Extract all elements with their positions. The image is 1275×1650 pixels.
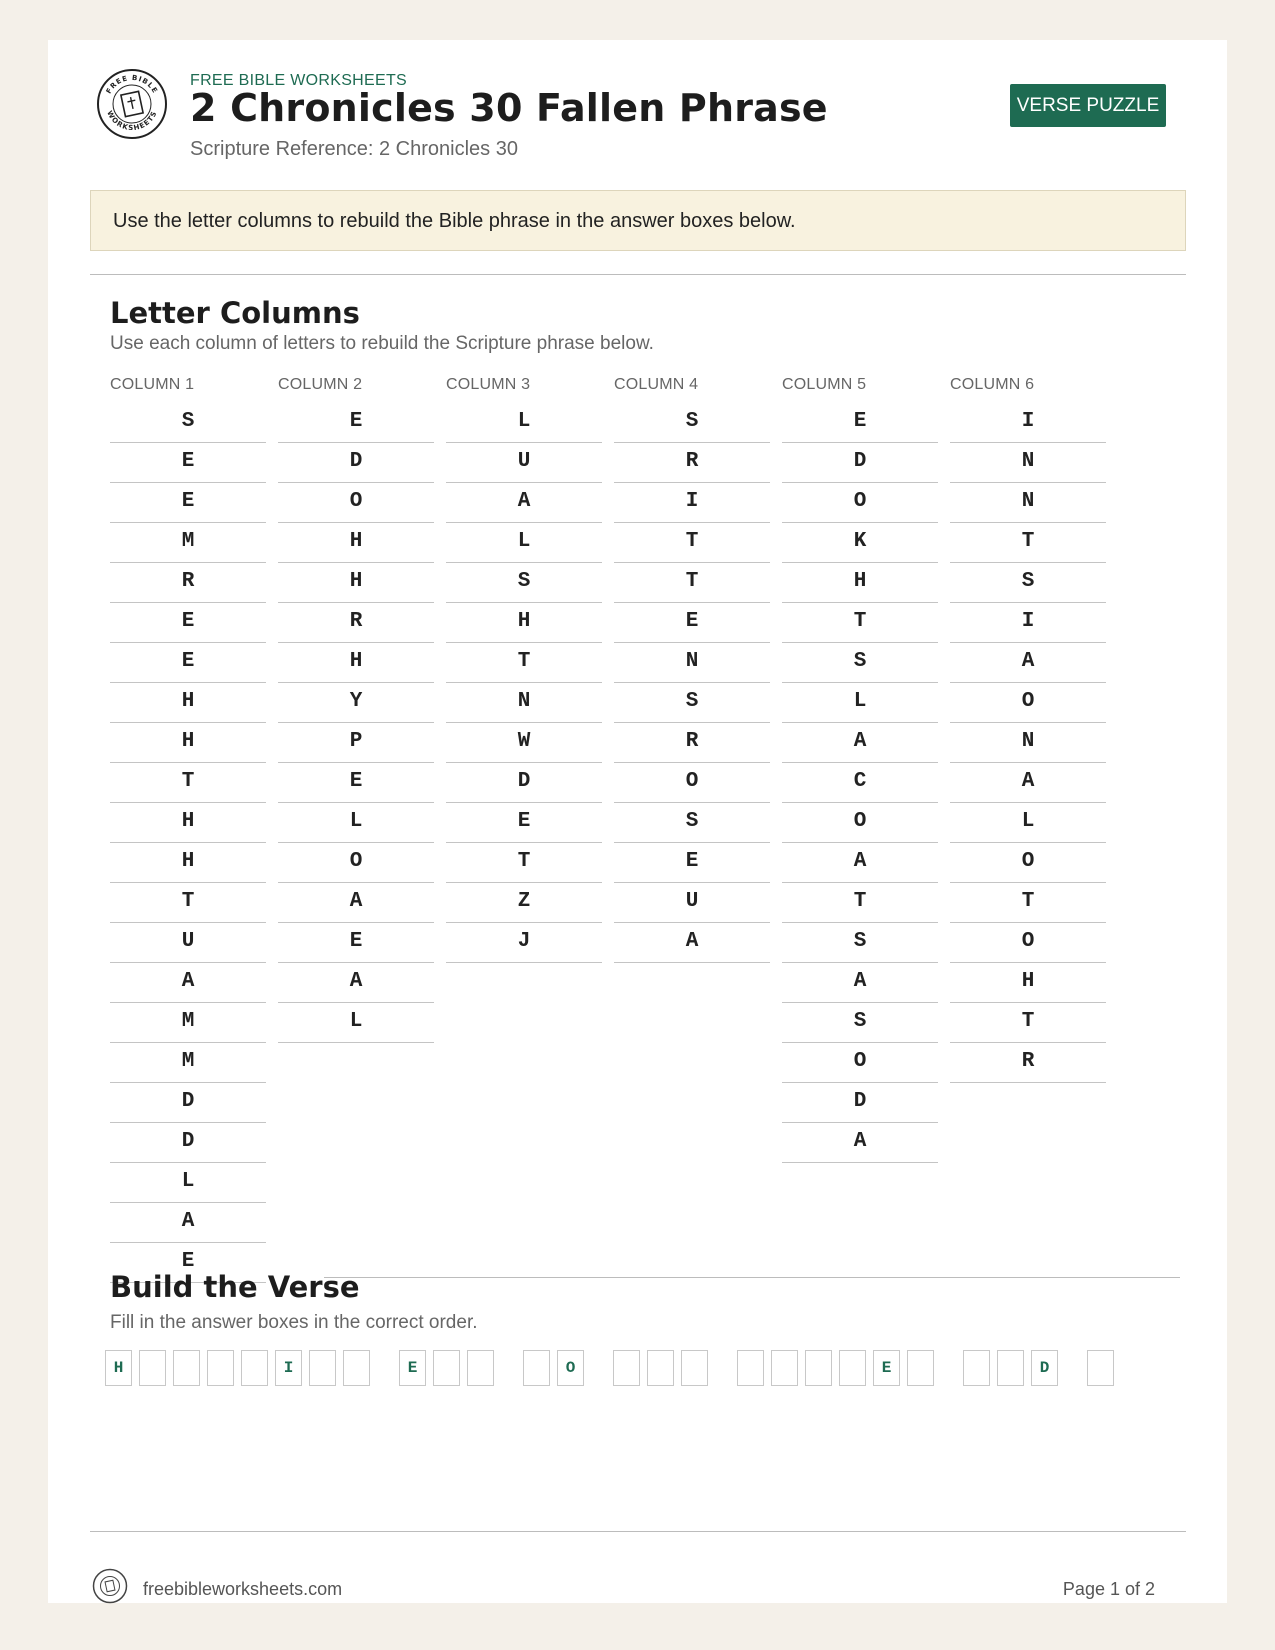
letter-cell: L [446,403,602,443]
bible-worksheets-logo [96,68,168,140]
letter-cell: I [950,403,1106,443]
letter-cell: T [614,563,770,603]
answer-box[interactable]: H [105,1350,132,1386]
letter-cell: E [110,1243,266,1283]
letter-cell: A [782,723,938,763]
letter-cell: E [110,483,266,523]
answer-box[interactable] [309,1350,336,1386]
letter-cell: H [278,523,434,563]
letter-cell: R [950,1043,1106,1083]
letter-cell: E [782,403,938,443]
letter-cell: J [446,923,602,963]
letter-cell: H [110,723,266,763]
letter-cell: Z [446,883,602,923]
letter-cell: A [782,963,938,1003]
letter-cell: T [782,603,938,643]
letter-cell: A [110,1203,266,1243]
letter-cell: S [782,923,938,963]
letter-cell: L [278,803,434,843]
letter-cell: R [110,563,266,603]
letter-cell: U [446,443,602,483]
letter-columns-subtitle: Use each column of letters to rebuild the Scripture phrase below. [110,333,654,354]
footer-divider [90,1531,1186,1532]
answer-box[interactable] [613,1350,640,1386]
letter-cell: E [614,603,770,643]
answer-box[interactable] [963,1350,990,1386]
letter-cell: M [110,1003,266,1043]
column-label: COLUMN 4 [614,376,699,393]
letter-cell: T [110,883,266,923]
answer-box[interactable] [997,1350,1024,1386]
letter-column-3 [446,373,602,963]
letter-cell: D [110,1123,266,1163]
divider [324,1277,1180,1278]
letter-cell: O [950,683,1106,723]
letter-cell: N [950,723,1106,763]
letter-cell: H [278,643,434,683]
letter-column-2 [278,373,434,1043]
answer-box[interactable]: E [873,1350,900,1386]
answer-box[interactable] [647,1350,674,1386]
letter-cell: O [782,1043,938,1083]
letter-cell: K [782,523,938,563]
answer-box[interactable]: I [275,1350,302,1386]
letter-cell: D [782,1083,938,1123]
letter-cell: E [110,603,266,643]
letter-cell: O [614,763,770,803]
answer-box[interactable] [805,1350,832,1386]
answer-box[interactable]: D [1031,1350,1058,1386]
letter-cell: A [446,483,602,523]
answer-box[interactable] [241,1350,268,1386]
answer-box[interactable] [771,1350,798,1386]
divider [90,274,1186,275]
letter-cell: S [446,563,602,603]
letter-cell: D [782,443,938,483]
answer-box[interactable] [1087,1350,1114,1386]
letter-cell: C [782,763,938,803]
letter-cell: L [278,1003,434,1043]
letter-column-4 [614,373,770,963]
letter-cell: T [950,523,1106,563]
answer-box[interactable] [173,1350,200,1386]
letter-cell: D [278,443,434,483]
letter-cell: A [782,843,938,883]
letter-cell: H [278,563,434,603]
letter-cell: L [782,683,938,723]
letter-cell: E [614,843,770,883]
svg-text:FREE BIBLE: FREE BIBLE [104,73,160,96]
letter-cell: E [110,443,266,483]
footer-logo [92,1568,128,1604]
letter-cell: D [446,763,602,803]
letter-cell: A [782,1123,938,1163]
letter-cell: E [278,403,434,443]
letter-cell: S [782,643,938,683]
answer-box[interactable] [139,1350,166,1386]
letter-cell: L [446,523,602,563]
letter-cell: O [782,803,938,843]
page-number: Page 1 of 2 [1062,1579,1155,1599]
column-label: COLUMN 3 [446,376,531,393]
column-label: COLUMN 5 [782,376,867,393]
letter-cell: I [614,483,770,523]
letter-cell: E [278,763,434,803]
letter-cell: I [950,603,1106,643]
letter-cell: W [446,723,602,763]
page-title: 2 Chronicles 30 Fallen Phrase [190,86,828,130]
letter-cell: O [278,843,434,883]
worksheet-page [48,40,1227,1603]
letter-cell: E [446,803,602,843]
verse-puzzle-badge: VERSE PUZZLE [1010,84,1166,127]
letter-column-1 [110,373,266,1283]
letter-cell: M [110,1043,266,1083]
letter-column-6 [950,373,1106,1083]
letter-cell: T [782,883,938,923]
letter-cell: R [614,723,770,763]
letter-cell: O [782,483,938,523]
letter-cell: P [278,723,434,763]
build-verse-title: Build the Verse [110,1270,360,1304]
answer-box[interactable] [433,1350,460,1386]
letter-columns-title: Letter Columns [110,296,360,330]
answer-box[interactable] [343,1350,370,1386]
letter-cell: O [950,843,1106,883]
letter-cell: R [278,603,434,643]
column-label: COLUMN 1 [110,376,195,393]
letter-cell: H [110,683,266,723]
letter-cell: D [110,1083,266,1123]
letter-cell: S [110,403,266,443]
letter-cell: U [614,883,770,923]
letter-cell: S [782,1003,938,1043]
svg-text:WORKSHEETS: WORKSHEETS [105,109,159,133]
letter-cell: T [614,523,770,563]
letter-cell: T [446,643,602,683]
letter-cell: H [782,563,938,603]
answer-box[interactable] [681,1350,708,1386]
letter-cell: H [446,603,602,643]
letter-cell: S [614,403,770,443]
column-label: COLUMN 6 [950,376,1035,393]
letter-cell: A [278,883,434,923]
letter-cell: T [446,843,602,883]
letter-cell: A [614,923,770,963]
brand-name: FREE BIBLE WORKSHEETS [190,72,408,89]
answer-box[interactable] [737,1350,764,1386]
answer-box[interactable] [523,1350,550,1386]
letter-cell: A [278,963,434,1003]
letter-cell: S [950,563,1106,603]
answer-boxes [105,1350,1205,1390]
letter-cell: N [950,443,1106,483]
letter-cell: R [614,443,770,483]
instructions-box: Use the letter columns to rebuild the Bible phrase in the answer boxes below. [90,190,1186,251]
column-label: COLUMN 2 [278,376,363,393]
letter-cell: A [950,643,1106,683]
letter-column-5 [782,373,938,1163]
letter-cell: A [950,763,1106,803]
letter-cell: L [950,803,1106,843]
letter-cell: E [278,923,434,963]
answer-box[interactable] [907,1350,934,1386]
scripture-reference: Scripture Reference: 2 Chronicles 30 [190,138,518,160]
answer-box[interactable] [467,1350,494,1386]
letter-cell: S [614,803,770,843]
letter-cell: H [110,843,266,883]
answer-box[interactable] [839,1350,866,1386]
letter-cell: O [278,483,434,523]
letter-cell: T [110,763,266,803]
answer-box[interactable]: E [399,1350,426,1386]
letter-cell: A [110,963,266,1003]
letter-cell: N [950,483,1106,523]
letter-cell: H [950,963,1106,1003]
letter-cell: N [614,643,770,683]
letter-cell: L [110,1163,266,1203]
footer-url: freebibleworksheets.com [143,1579,343,1599]
letter-cell: O [950,923,1106,963]
letter-cell: T [950,1003,1106,1043]
answer-box[interactable]: O [557,1350,584,1386]
letter-cell: N [446,683,602,723]
letter-cell: S [614,683,770,723]
letter-cell: Y [278,683,434,723]
letter-cell: E [110,643,266,683]
letter-cell: M [110,523,266,563]
letter-cell: T [950,883,1106,923]
answer-box[interactable] [207,1350,234,1386]
letter-cell: H [110,803,266,843]
build-verse-subtitle: Fill in the answer boxes in the correct order. [110,1312,478,1333]
letter-cell: U [110,923,266,963]
